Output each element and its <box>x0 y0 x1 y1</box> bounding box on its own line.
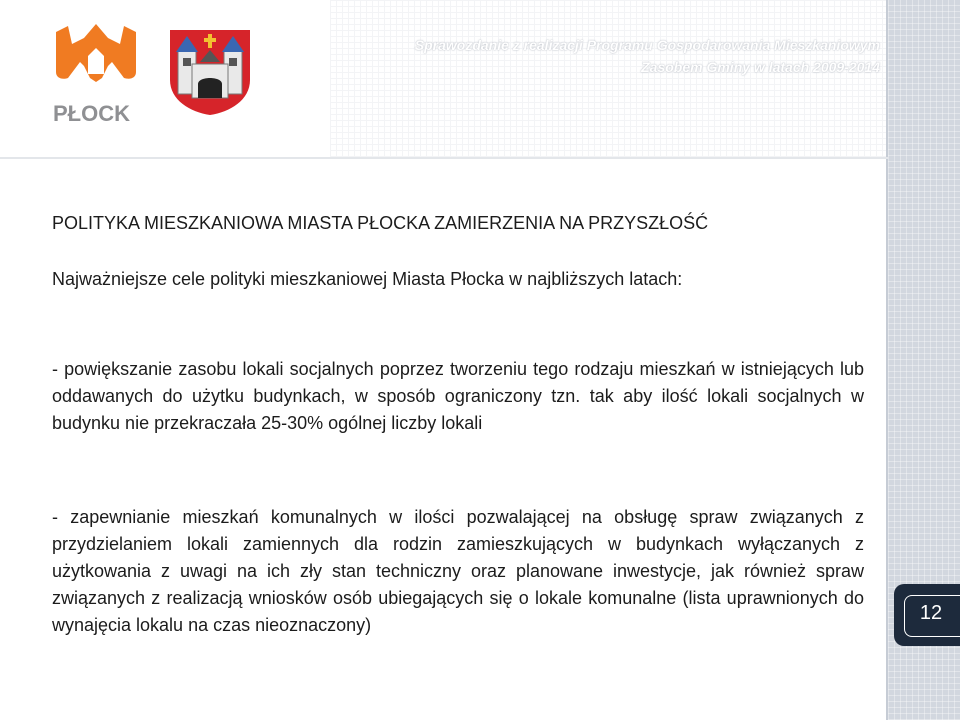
slide-heading: POLITYKA MIESZKANIOWA MIASTA PŁOCKA ZAMIERZENIA NA PRZYSZŁOŚĆ <box>52 213 709 233</box>
slide-subheading: Najważniejsze cele polityki mieszkaniowej Miasta Płocka w najbliższych latach: <box>52 269 683 289</box>
goal-paragraph-2: - zapewnianie mieszkań komunalnych w ilości pozwalającej na obsługę spraw związanych z przydzielaniem lokali zamiennych dla rodzin zamieszkujących w budynkach wyłączanych z użytkowania z uwagi na ich zły stan techniczny oraz planowane inwestycje, jak również spraw związanych z realizacją wniosków osób ubiegających się o lokale komunalne (lista uprawnionych do wynajęcia lokalu na czas nieoznaczony) <box>52 507 864 635</box>
header-title <box>340 34 880 78</box>
page-number: 12 <box>919 602 943 624</box>
header-title-line2: Zasobem Gminy w latach 2009-2014 <box>641 59 880 75</box>
header-grid-texture <box>330 0 886 157</box>
city-crest-emblem <box>168 28 252 116</box>
logo-text: PŁOCK <box>53 101 130 126</box>
header-title-line1: Sprawozdanie z realizacji Programu Gospodarowania Mieszkaniowym <box>414 37 880 53</box>
goal-paragraph-1: - powiększanie zasobu lokali socjalnych poprzez tworzeniu tego rodzaju mieszkań w istniejących lub oddawanych do użytku budynkach, w sposób ograniczony tzn. tak aby ilość lokali socjalnych w budynku nie przekraczała 25-30% ogólnej liczby lokali <box>52 359 864 433</box>
header-divider <box>0 157 888 159</box>
plock-city-logo <box>50 22 142 128</box>
